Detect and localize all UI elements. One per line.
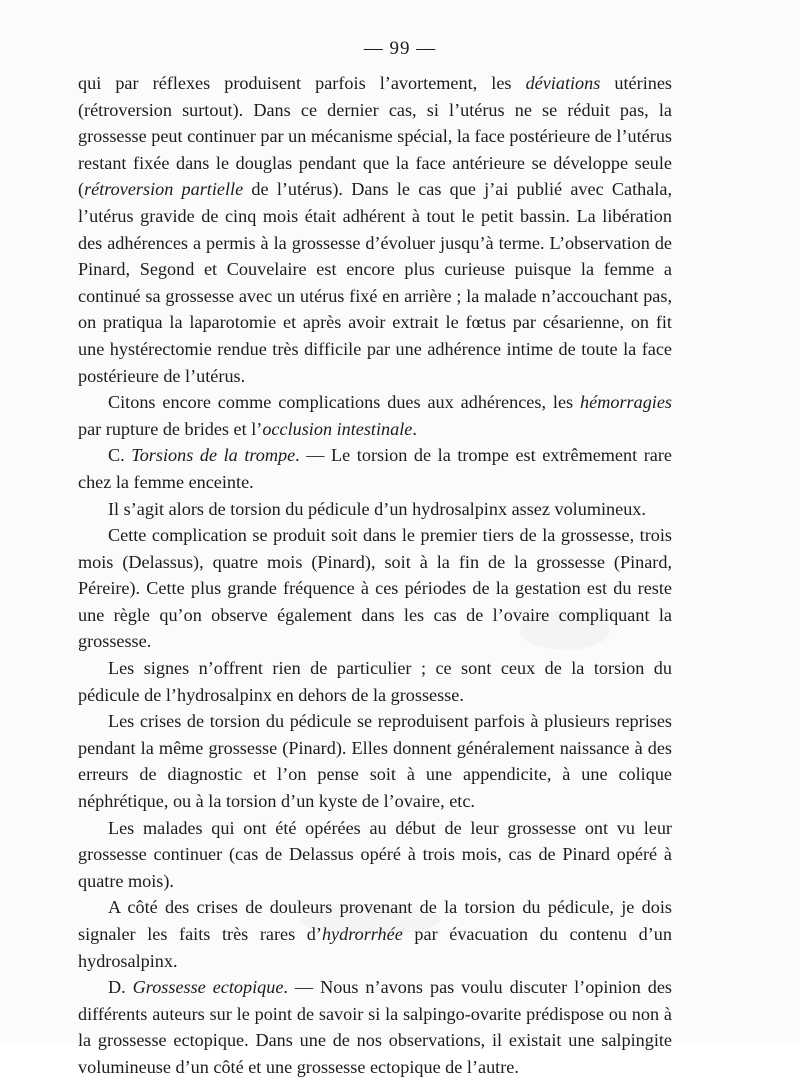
- text-run: par évacuation du contenu d’un hydrosalpinx.: [78, 924, 672, 971]
- paragraph: [78, 522, 672, 655]
- text-run: Les malades qui ont été opérées au début de leur grossesse ont vu leur grossesse continuer (cas de Delassus opéré à trois mois, cas de Pinard opéré à quatre mois).: [78, 817, 672, 891]
- text-run: utérines (rétroversion surtout). Dans ce dernier cas, si l’utérus ne se réduit pas, la grossesse peut continuer par un mécanisme spécial, la face postérieure de l’utérus restant fixée dans le douglas pendant que la face antérieure se développe seule (: [78, 73, 672, 200]
- page-number: — 99 —: [363, 38, 437, 59]
- paragraph: [78, 894, 672, 974]
- italic-term: occlusion intestinale: [262, 418, 413, 439]
- paragraph: [78, 496, 672, 523]
- text-run: Il s’agit alors de torsion du pédicule d’un hydrosalpinx assez volumineux.: [108, 498, 646, 519]
- italic-term: déviations: [525, 73, 601, 93]
- text-run: D.: [108, 977, 133, 998]
- text-run: Les signes n’offrent rien de particulier ; ce sont ceux de la torsion du pédicule de l’hydrosalpinx en dehors de la grossesse.: [78, 658, 672, 705]
- paragraph: [78, 708, 672, 814]
- text-run: Citons encore comme complications dues aux adhérences, les: [108, 392, 581, 413]
- italic-term: hémorragies: [580, 392, 672, 413]
- paragraph: [78, 815, 672, 895]
- italic-term: rétroversion partielle: [84, 179, 244, 200]
- text-run: Cette complication se produit soit dans le premier tiers de la grossesse, trois mois (Delassus), quatre mois (Pinard), soit à la fin de la grossesse (Pinard, Péreire). Cette plus grande fréquence à ces périodes de la gestation est du reste une règle qu’on observe également dans les cas de l’ovaire compliquant la grossesse.: [78, 525, 672, 652]
- section-heading-paragraph: [78, 442, 672, 495]
- text-run: par rupture de brides et l’: [78, 418, 263, 439]
- text-run: qui par réflexes produisent parfois l’avortement, les: [78, 73, 526, 93]
- text-run: de l’utérus). Dans le cas que j’ai publié avec Cathala, l’utérus gravide de cinq mois était adhérent à tout le petit bassin. La libération des adhérences a permis à la grossesse d’évoluer jusqu’à terme. L’observation de Pinard, Segond et Couvelaire est encore plus curieuse puisque la femme a continué sa grossesse avec un utérus fixé en arrière ; la malade n’accouchant pas, on pratiqua la laparotomie et après avoir extrait le fœtus par césarienne, on fit une hystérectomie rendue très difficile par une adhérence intime de toute la face postérieure de l’utérus.: [78, 179, 672, 386]
- text-run: . — Le torsion de la trompe est extrêmement rare chez la femme enceinte.: [78, 445, 672, 492]
- body-text: [78, 70, 672, 1081]
- paragraph: [78, 70, 672, 389]
- text-run: Les crises de torsion du pédicule se reproduisent parfois à plusieurs reprises pendant la même grossesse (Pinard). Elles donnent généralement naissance à des erreurs de diagnostic et l’on pense soit à une appendicite, à une colique néphrétique, ou à la torsion d’un kyste de l’ovaire, etc.: [78, 711, 672, 812]
- text-run: . — Nous n’avons pas voulu discuter l’opinion des différents auteurs sur le point de savoir si la salpingo-ovarite prédispose ou non à la grossesse ectopique. Dans une de nos observations, il existait une salpingite volumineuse d’un côté et une grossesse ectopique de l’autre.: [78, 977, 672, 1077]
- italic-term: hydrorrhée: [321, 924, 403, 944]
- italic-term: Torsions de la trompe: [131, 445, 296, 466]
- paragraph: [78, 655, 672, 708]
- text-run: .: [412, 418, 417, 439]
- section-heading-paragraph: [78, 974, 672, 1080]
- text-run: C.: [108, 445, 132, 466]
- italic-term: Grossesse ectopique: [132, 977, 284, 998]
- text-run: A côté des crises de douleurs provenant de la torsion du pédicule, je dois signaler les faits très rares d’: [78, 897, 672, 944]
- paragraph: [78, 389, 672, 442]
